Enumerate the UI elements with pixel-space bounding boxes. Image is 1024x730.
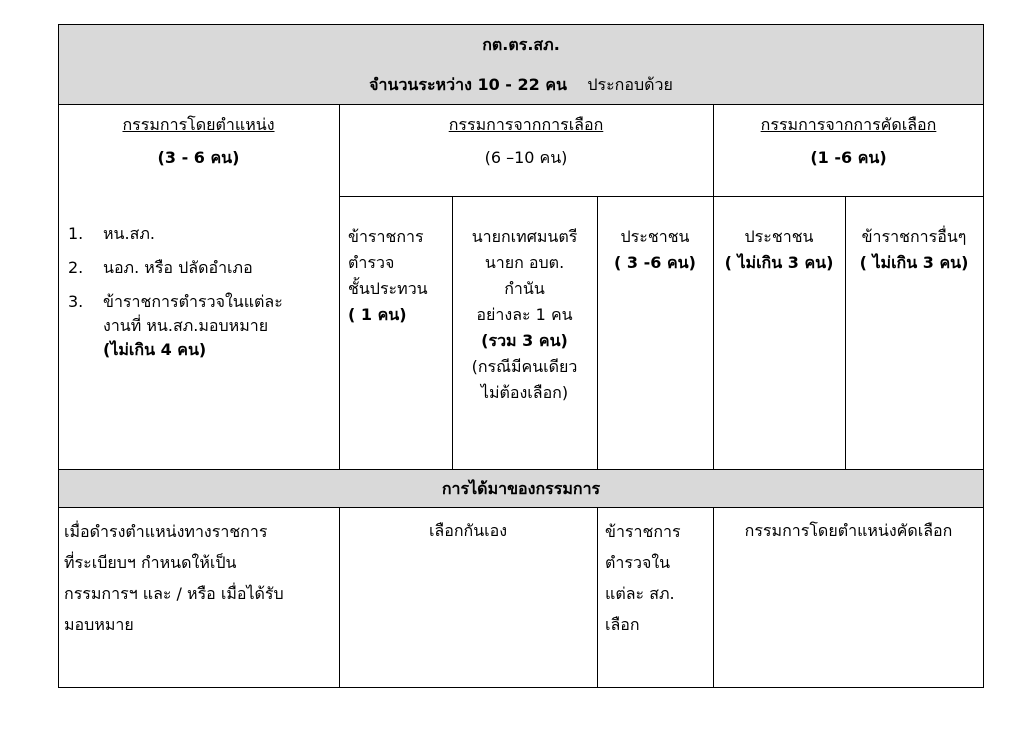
- list-number: 3.: [68, 292, 84, 311]
- elected-count: (6 –10 คน): [484, 148, 568, 167]
- border-header-bottom: [58, 104, 984, 105]
- border-subheader: [339, 196, 984, 197]
- elected-public-cell: [597, 224, 713, 276]
- cell-text: ข้าราชการ: [605, 522, 681, 541]
- list-item: [68, 222, 336, 246]
- list-number: 2.: [68, 258, 84, 277]
- cell-total: (รวม 3 คน): [481, 331, 568, 350]
- list-text: ข้าราชการตำรวจในแต่ละ: [103, 292, 283, 311]
- ex-officio-count: (3 - 6 คน): [157, 148, 240, 167]
- cell-count: ( ไม่เกิน 3 คน): [724, 253, 834, 272]
- divider-3b: [597, 507, 598, 687]
- cell-text: ข้าราชการ: [348, 227, 424, 246]
- selected-count: (1 -6 คน): [810, 148, 887, 167]
- cell-text: ที่ระเบียบฯ กำหนดให้เป็น: [64, 553, 237, 572]
- list-text: งานที่ หน.สภ.มอบหมาย: [103, 316, 269, 335]
- list-note: (ไม่เกิน 4 คน): [103, 340, 207, 359]
- selected-heading: กรรมการจากการคัดเลือก: [760, 115, 937, 134]
- cell-text: กำนัน: [504, 279, 545, 298]
- acquisition-heading: การได้มาของกรรมการ: [441, 479, 601, 498]
- acq-police-cell: [605, 516, 711, 640]
- cell-text: ตำรวจใน: [605, 553, 671, 572]
- list-number: 1.: [68, 224, 84, 243]
- cell-text: ตำรวจ: [348, 253, 395, 272]
- subtitle-rest: ประกอบด้วย: [587, 75, 673, 94]
- cell-note: ไม่ต้องเลือก): [480, 383, 569, 402]
- acq-selected-cell: กรรมการโดยตำแหน่งคัดเลือก: [744, 521, 953, 540]
- cell-text: อย่างละ 1 คน: [476, 305, 573, 324]
- cell-count: ( 3 -6 คน): [614, 253, 696, 272]
- cell-count: ( 1 คน): [348, 305, 407, 324]
- committee-table: [58, 24, 984, 688]
- selected-public-cell: [713, 224, 845, 276]
- cell-text: นายกเทศมนตรี: [471, 227, 578, 246]
- cell-text: ชั้นประทวน: [348, 279, 428, 298]
- cell-text: ข้าราชการอื่นๆ: [861, 227, 967, 246]
- border-acq-top: [58, 469, 984, 470]
- border-top: [58, 24, 984, 25]
- list-text: นอภ. หรือ ปลัดอำเภอ: [103, 258, 253, 277]
- cell-text: เลือก: [605, 615, 640, 634]
- cell-text: ประชาชน: [620, 227, 690, 246]
- list-item: [68, 256, 336, 280]
- elected-heading: กรรมการจากการเลือก: [448, 115, 604, 134]
- border-acq-bottom: [58, 507, 984, 508]
- table-title: กต.ตร.สภ.: [482, 35, 560, 54]
- table-subtitle: [58, 75, 984, 95]
- elected-police-cell: [348, 224, 458, 328]
- cell-note: (กรณีมีคนเดียว: [471, 357, 578, 376]
- border-bottom: [58, 687, 984, 688]
- cell-text: เมื่อดำรงตำแหน่งทางราชการ: [64, 522, 268, 541]
- list-item: [68, 290, 336, 362]
- acq-elected-cell: เลือกกันเอง: [428, 521, 508, 540]
- cell-text: นายก อบต.: [484, 253, 565, 272]
- cell-text: แต่ละ สภ.: [605, 584, 675, 603]
- elected-local-cell: [452, 224, 597, 406]
- cell-text: มอบหมาย: [64, 615, 134, 634]
- selected-other-cell: [845, 224, 983, 276]
- ex-officio-heading: กรรมการโดยตำแหน่ง: [122, 115, 275, 134]
- cell-text: กรรมการฯ และ / หรือ เมื่อได้รับ: [64, 584, 284, 603]
- cell-count: ( ไม่เกิน 3 คน): [859, 253, 969, 272]
- cell-text: ประชาชน: [744, 227, 814, 246]
- subtitle-count: จำนวนระหว่าง 10 - 22 คน: [369, 75, 567, 94]
- ex-officio-list: [68, 222, 336, 372]
- list-text: หน.สภ.: [103, 224, 155, 243]
- acq-ex-officio-cell: [64, 516, 336, 640]
